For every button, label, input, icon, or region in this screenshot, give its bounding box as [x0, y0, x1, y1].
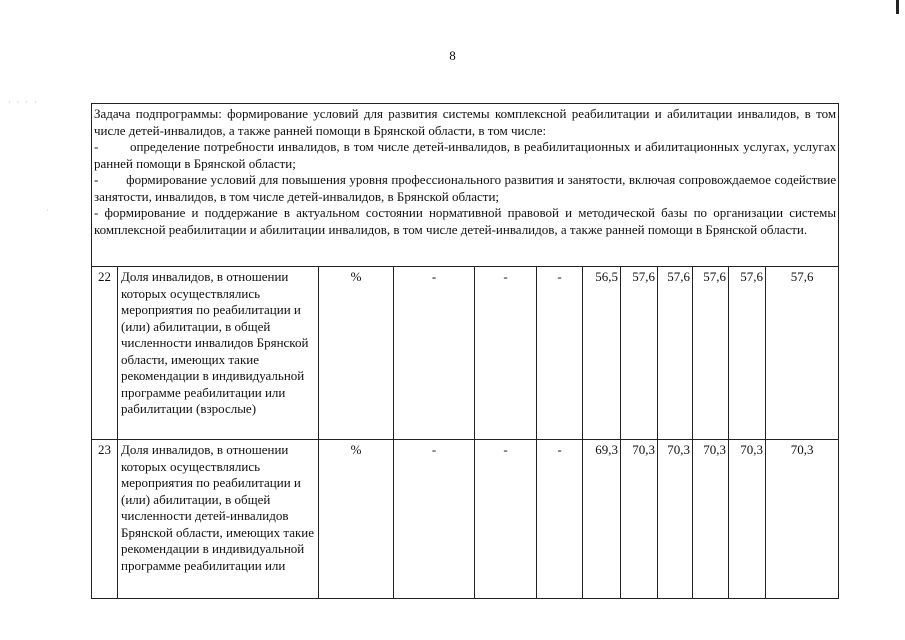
value-cell: - — [537, 267, 583, 440]
scan-edge-mark — [896, 0, 899, 14]
value-cell: 57,6 — [621, 267, 658, 440]
value-cell: - — [475, 267, 537, 440]
value-cell: 70,3 — [729, 440, 766, 599]
task-row — [92, 104, 839, 267]
value-cell: 70,3 — [693, 440, 729, 599]
value-cell: 57,6 — [729, 267, 766, 440]
task-item-3: - формирование и поддержание в актуальном состоянии нормативной правовой и методической базы по организации системы комплексной реабилитации и абилитации инвалидов, в том числе детей-инвалидов, а также ранней помощи в Брянской области. — [94, 205, 837, 237]
task-cell — [92, 104, 839, 267]
scan-artifact-2: · — [46, 206, 49, 215]
unit-cell: % — [319, 267, 394, 440]
unit-cell: % — [319, 440, 394, 599]
task-item-1: - определение потребности инвалидов, в том числе детей-инвалидов, в реабилитационных и абилитационных услугах, услугах ранней помощи в Брянской области; — [94, 139, 837, 171]
scan-artifact: · · · · — [8, 98, 39, 107]
value-cell: - — [537, 440, 583, 599]
page-number: 8 — [449, 48, 456, 63]
value-cell: 69,3 — [583, 440, 621, 599]
indicator-name: Доля инвалидов, в отношении которых осуществлялись мероприятия по реабилитации и (или) абилитации, в общей численности инвалидов Брянской области, имеющих такие рекомендации в индивидуальной программе реабилитации или рабилитации (взрослые) — [118, 267, 319, 440]
value-cell: - — [475, 440, 537, 599]
value-cell: 70,3 — [658, 440, 693, 599]
value-cell: - — [394, 267, 475, 440]
value-cell: 57,6 — [693, 267, 729, 440]
row-number: 22 — [92, 267, 118, 440]
indicators-table — [91, 103, 839, 599]
task-item-2: - формирование условий для повышения уровня профессионального развития и занятости, включая сопровождаемое содействие занятости, инвалидов, в том числе детей-инвалидов, в Брянской области; — [94, 172, 837, 204]
table-row — [92, 267, 839, 440]
value-cell: 70,3 — [766, 440, 839, 599]
value-cell: - — [394, 440, 475, 599]
task-heading: Задача подпрограммы: формирование условий для развития системы комплексной реабилитации и абилитации инвалидов, в том числе детей-инвалидов, а также ранней помощи в Брянской области, в том числе: — [94, 106, 837, 138]
value-cell: 57,6 — [658, 267, 693, 440]
table-row — [92, 440, 839, 599]
row-number: 23 — [92, 440, 118, 599]
value-cell: 56,5 — [583, 267, 621, 440]
value-cell: 70,3 — [621, 440, 658, 599]
value-cell: 57,6 — [766, 267, 839, 440]
indicator-name: Доля инвалидов, в отношении которых осуществлялись мероприятия по реабилитации и (или) абилитации, в общей численности детей-инвалидов Брянской области, имеющих такие рекомендации в индивидуальной программе реабилитации или — [118, 440, 319, 599]
